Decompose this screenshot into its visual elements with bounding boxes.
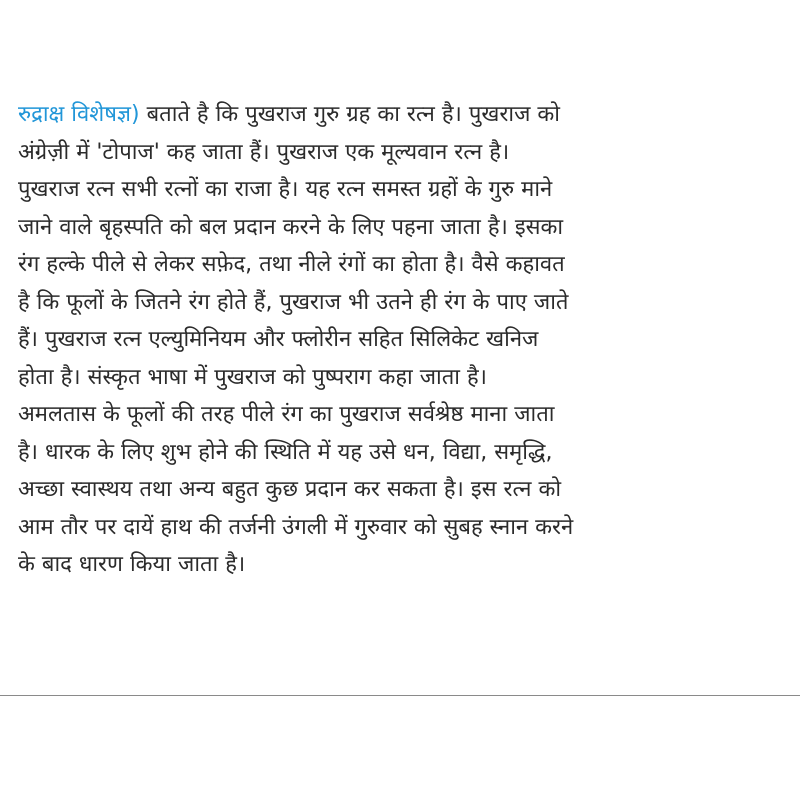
article-line-7: हैं। पुखराज रत्न एल्युमिनियम और फ्लोरीन सहित सिलिकेट खनिज [18, 327, 539, 352]
article-line-12: आम तौर पर दायें हाथ की तर्जनी उंगली में गुरुवार को सुबह स्नान करने [18, 514, 574, 540]
divider-line [0, 695, 800, 696]
article-line-2: अंग्रेज़ी में 'टोपाज' कह जाता हैं। पुखराज एक मूल्यवान रत्न है। [18, 139, 510, 165]
article-line-6: है कि फूलों के जितने रंग होते हैं, पुखराज भी उतने ही रंग के पाए जाते [18, 289, 569, 315]
article-line-4: जाने वाले बृहस्पति को बल प्रदान करने के लिए पहना जाता है। इसका [18, 214, 564, 240]
article-line-1 [18, 96, 790, 134]
article-line-11: अच्छा स्वास्थय तथा अन्य बहुत कुछ प्रदान कर सकता है। इस रत्न को [18, 477, 562, 502]
article-line-text: बताते है कि पुखराज गुरु ग्रह का रत्न है। पुखराज को [139, 102, 560, 127]
article-line-9: अमलतास के फूलों की तरह पीले रंग का पुखराज सर्वश्रेष्ठ माना जाता [18, 402, 555, 427]
article-line-5: रंग हल्के पीले से लेकर सफ़ेद, तथा नीले रंगों का होता है। वैसे कहावत [18, 252, 565, 277]
article-line-8: होता है। संस्कृत भाषा में पुखराज को पुष्पराग कहा जाता है। [18, 364, 487, 390]
article-line-13: के बाद धारण किया जाता है। [18, 552, 246, 577]
article-body [18, 96, 790, 584]
source-link[interactable]: रुद्राक्ष विशेषज्ञ) [18, 102, 140, 127]
article-line-10: है। धारक के लिए शुभ होने की स्थिति में यह उसे धन, विद्या, समृद्धि, [18, 439, 553, 465]
article-line-3: पुखराज रत्न सभी रत्नों का राजा है। यह रत्न समस्त ग्रहों के गुरु माने [18, 177, 553, 202]
